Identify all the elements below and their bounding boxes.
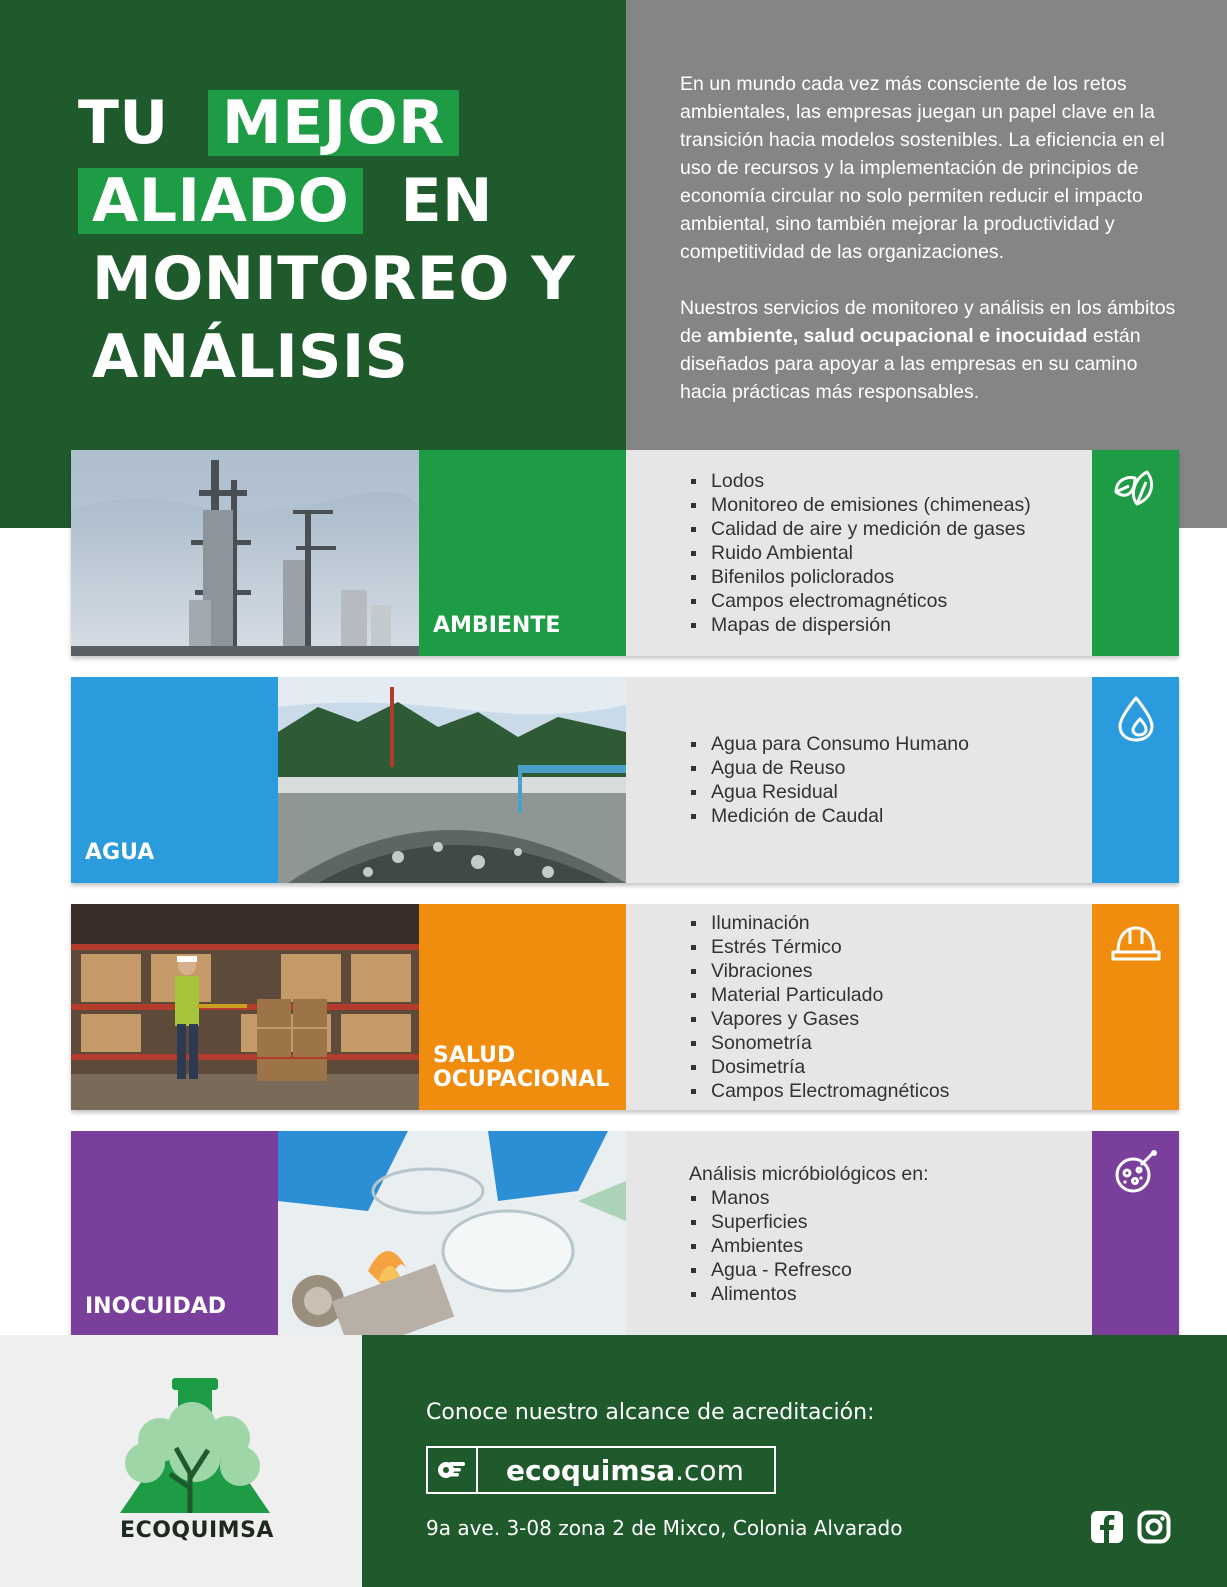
industrial-chimneys-photo (71, 450, 419, 656)
list-item: Monitoreo de emisiones (chimeneas) (689, 493, 1069, 517)
label-line-1: SALUD (433, 1043, 516, 1068)
water-drop-icon (1116, 695, 1156, 743)
list-item: Lodos (689, 469, 1069, 493)
category-tab-ambiente (1092, 450, 1179, 656)
list-item: Iluminación (689, 911, 1069, 935)
list-item: Campos Electromagnéticos (689, 1079, 1069, 1103)
list-item: Manos (689, 1186, 1069, 1210)
list-lead-text: Análisis micróbiológicos en: (689, 1163, 929, 1185)
intro-paragraph-2-start: Nuestros servicios de monitoreo y análisis en los ámbitos de (680, 297, 1176, 347)
intro-paragraph-2 (680, 294, 1180, 406)
website-link[interactable] (426, 1446, 776, 1494)
intro-paragraph-1: En un mundo cada vez más consciente de los retos ambientales, las empresas juegan un papel clave en la transición hacia modelos sostenibles. La eficiencia en el uso de recursos y la implementación de principios de economía circular no solo permiten reducir el impacto ambiental, sino también mejorar la productividad y competitividad de las organizaciones. (680, 73, 1165, 263)
list-item: Alimentos (689, 1282, 1069, 1306)
list-item: Bifenilos policlorados (689, 565, 1069, 589)
list-item: Campos electromagnéticos (689, 589, 1069, 613)
intro-paragraph-2-bold: ambiente, salud ocupacional e inocuidad (707, 325, 1088, 347)
headline-word-en: EN (400, 166, 493, 236)
list-item: Agua de Reuso (689, 756, 1069, 780)
facebook-icon[interactable] (1090, 1510, 1124, 1544)
list-item: Agua para Consumo Humano (689, 732, 1069, 756)
service-list (689, 732, 1069, 828)
list-item: Agua Residual (689, 780, 1069, 804)
category-tab-salud-ocupacional (1092, 904, 1179, 1110)
petri-dish-icon (1113, 1149, 1159, 1195)
list-item: Material Particulado (689, 983, 1069, 1007)
intro-paragraph-2-end: están diseñados para apoyar a las empresas en su camino hacia prácticas más responsables. (680, 325, 1141, 403)
category-label-ambiente: AMBIENTE (419, 450, 626, 656)
headline (78, 84, 618, 396)
headline-line-4: ANÁLISIS (92, 322, 409, 392)
warehouse-worker-photo (71, 904, 419, 1110)
leaf-icon (1113, 468, 1159, 508)
website-hand-icon-box (428, 1448, 476, 1492)
intro-text (680, 70, 1180, 406)
category-row-ambiente (71, 450, 1179, 656)
website-tld: .com (675, 1453, 744, 1487)
headline-highlight-mejor: MEJOR (208, 90, 459, 156)
list-item: Dosimetría (689, 1055, 1069, 1079)
category-items-inocuidad (689, 1131, 1069, 1337)
category-row-agua (71, 677, 1179, 883)
hard-hat-icon (1110, 922, 1162, 964)
category-tab-inocuidad (1092, 1131, 1179, 1337)
headline-word-tu: TU (78, 88, 169, 158)
list-item: Medición de Caudal (689, 804, 1069, 828)
website-url[interactable] (478, 1448, 774, 1492)
list-item: Calidad de aire y medición de gases (689, 517, 1069, 541)
list-item: Ambientes (689, 1234, 1069, 1258)
category-label-salud-ocupacional (419, 904, 626, 1110)
list-item: Ruido Ambiental (689, 541, 1069, 565)
water-treatment-photo (278, 677, 626, 883)
label-line-2: OCUPACIONAL (433, 1067, 610, 1092)
headline-line-1 (78, 84, 618, 162)
list-item: Vapores y Gases (689, 1007, 1069, 1031)
list-item: Estrés Térmico (689, 935, 1069, 959)
headline-highlight-aliado: ALIADO (78, 168, 363, 234)
list-item: Vibraciones (689, 959, 1069, 983)
list-item: Superficies (689, 1210, 1069, 1234)
instagram-icon[interactable] (1137, 1510, 1171, 1544)
service-list (689, 911, 1069, 1103)
category-items-ambiente (689, 450, 1069, 656)
headline-line-2 (78, 162, 618, 240)
list-item: Sonometría (689, 1031, 1069, 1055)
website-name: ecoquimsa (506, 1453, 676, 1487)
hand-pointer-icon (437, 1457, 467, 1483)
category-label-inocuidad: INOCUIDAD (71, 1131, 278, 1337)
category-items-agua (689, 677, 1069, 883)
category-label-agua: AGUA (71, 677, 278, 883)
category-tab-agua (1092, 677, 1179, 883)
accreditation-cta: Conoce nuestro alcance de acreditación: (426, 1400, 875, 1425)
service-list (689, 469, 1069, 637)
address: 9a ave. 3-08 zona 2 de Mixco, Colonia Alvarado (426, 1516, 903, 1540)
list-item: Mapas de dispersión (689, 613, 1069, 637)
service-list (689, 1186, 1069, 1306)
category-row-salud-ocupacional (71, 904, 1179, 1110)
headline-line-3: MONITOREO Y (92, 244, 576, 314)
laboratory-petri-dish-photo (278, 1131, 626, 1337)
category-items-salud-ocupacional (689, 904, 1069, 1110)
list-item: Agua - Refresco (689, 1258, 1069, 1282)
brand-name: ECOQUIMSA (120, 1518, 274, 1543)
label-text (433, 1044, 609, 1092)
category-row-inocuidad (71, 1131, 1179, 1337)
